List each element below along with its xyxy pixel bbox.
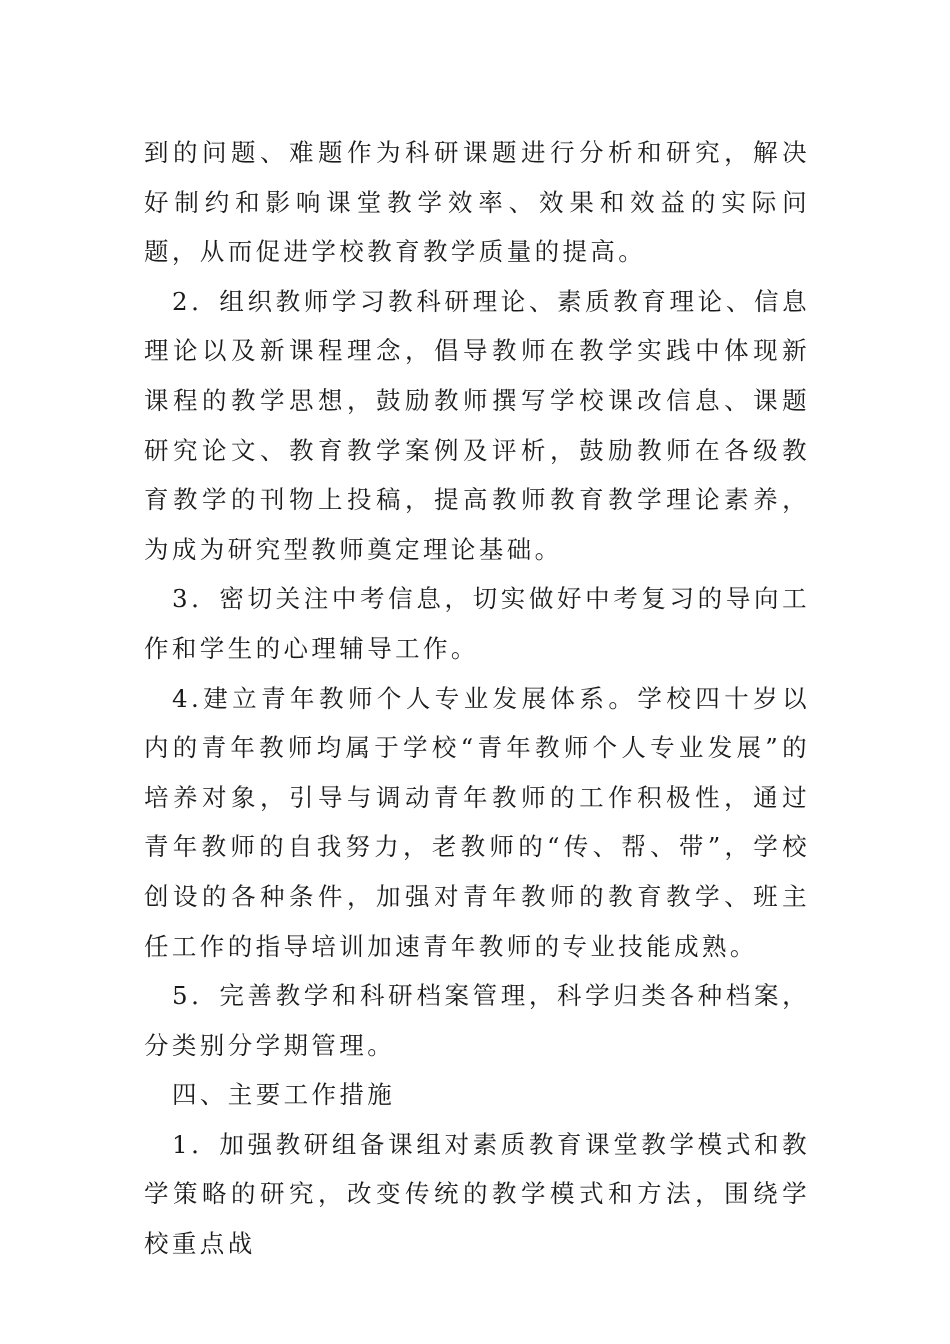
paragraph-measure-1: 1．加强教研组备课组对素质教育课堂教学模式和教学策略的研究，改变传统的教学模式和方法，围绕学校重点战 bbox=[144, 1129, 810, 1259]
section-heading: 四、主要工作措施 bbox=[172, 1080, 396, 1110]
document-body bbox=[144, 128, 810, 1269]
paragraph-continuation: 到的问题、难题作为科研课题进行分析和研究，解决好制约和影响课堂教学效率、效果和效益的实际问题，从而促进学校教育教学质量的提高。 bbox=[144, 138, 810, 267]
paragraph-item-2: 2．组织教师学习教科研理论、素质教育理论、信息理论以及新课程理念，倡导教师在教学实践中体现新课程的教学思想，鼓励教师撰写学校课改信息、课题研究论文、教育教学案例及评析，鼓励教师在各级教育教学的刊物上投稿，提高教师教育教学理论素养，为成为研究型教师奠定理论基础。 bbox=[144, 286, 810, 564]
paragraph-item-3: 3．密切关注中考信息，切实做好中考复习的导向工作和学生的心理辅导工作。 bbox=[144, 584, 810, 663]
paragraph-item-4: 4.建立青年教师个人专业发展体系。学校四十岁以内的青年教师均属于学校“青年教师个人专业发展”的培养对象，引导与调动青年教师的工作积极性，通过青年教师的自我努力，老教师的“传、帮、带”，学校创设的各种条件，加强对青年教师的教育教学、班主任工作的指导培训加速青年教师的专业技能成熟。 bbox=[144, 683, 810, 961]
paragraph-item-5: 5．完善教学和科研档案管理，科学归类各种档案，分类别分学期管理。 bbox=[144, 981, 810, 1060]
